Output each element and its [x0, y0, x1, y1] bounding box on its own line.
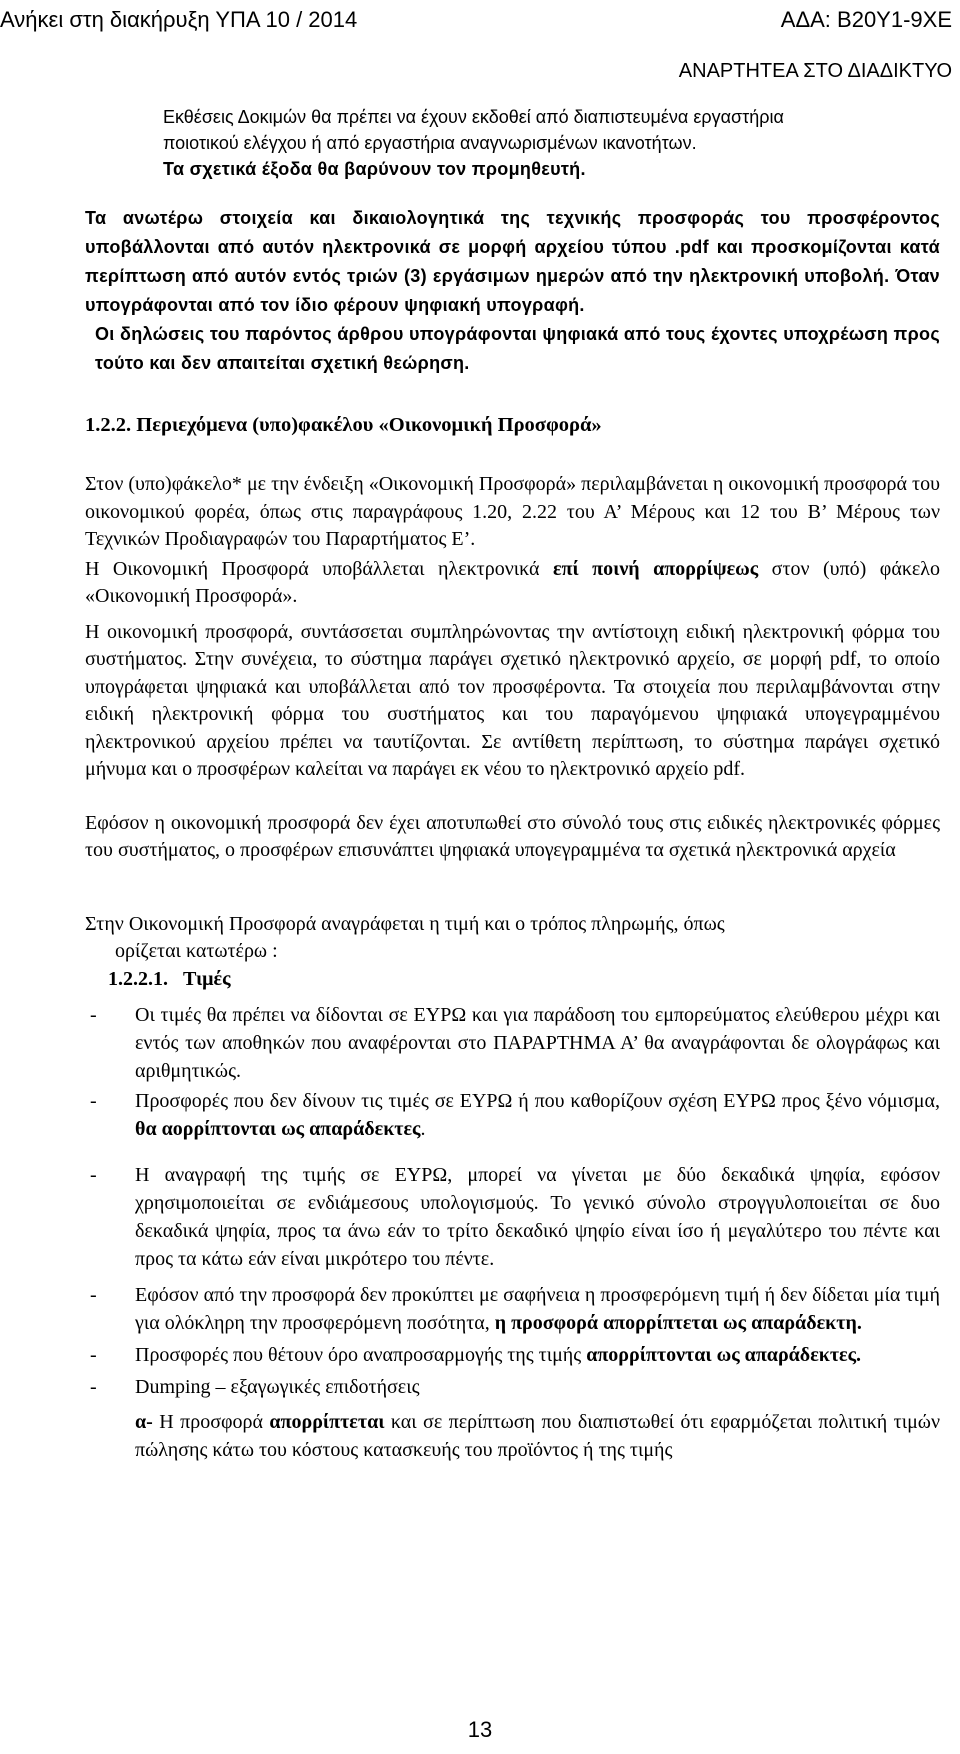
p2-bold-text: επί ποινή απορρίψεως [552, 557, 759, 580]
section-paragraph-3: Η οικονομική προσφορά, συντάσσεται συμπληρώνοντας την αντίστοιχη ειδική ηλεκτρονική φόρμα του συστήματος. Στην συνέχεια, το σύστημα παράγει σχετικό ηλεκτρονικό αρχείο, σε μορφή pdf, το οποίο υπογράφεται ψηφιακά και υποβάλλεται από τον προσφέροντα. Τα στοιχεία που περιλαμβάνονται στην ειδική ηλεκτρονική φόρμα του συστήματος και του παραγόμενου ψηφιακά υπογεγραμμένου ηλεκτρονικού αρχείου πρέπει να ταυτίζονται. Σε αντίθετη περίπτωση, το σύστημα παράγει σχετικό μήνυμα και ο προσφέρων καλείται να παράγει εκ νέου το ηλεκτρονικό αρχείο pdf. [85, 620, 940, 780]
p2-text: Η Οικονομική Προσφορά υποβάλλεται ηλεκτρονικά [85, 557, 540, 580]
list-item-bold: απορρίπτονται ως απαράδεκτες. [586, 1344, 862, 1366]
section-paragraph-1: Στον (υπο)φάκελο* με την ένδειξη «Οικονομική Προσφορά» περιλαμβάνεται η οικονομική προσφορά του οικονομικού φορέα, όπως στις παραγράφους 1.20, 2.22 του Α’ Μέρους και 12 του Β’ Μέρους των Τεχνικών Προδιαγραφών του Παραρτήματος Ε’. [85, 473, 940, 550]
alpha-text: Η προσφορά [159, 1411, 263, 1433]
list-item-text: Εφόσον από την προσφορά δεν προκύπτει με σαφήνεια η προσφερόμενη τιμή ή δεν δίδεται μία τιμή για ολόκληρη την προσφερόμενη ποσότητα, [135, 1284, 940, 1334]
alpha-text-cont: και σε περίπτωση που διαπιστωθεί ότι εφαρμόζεται πολιτική τιμών πώλησης κάτω του κόστους κατασκευής του προϊόντος ή της τιμής [135, 1411, 941, 1461]
declarations-paragraph: Οι δηλώσεις του παρόντος άρθρου υπογράφονται ψηφιακά από τους έχοντες υποχρέωση προς τούτο και δεν απαιτείται σχετική θεώρηση. [95, 324, 940, 373]
list-item-end: . [420, 1118, 426, 1140]
alpha-label: α- [135, 1411, 153, 1433]
list-item [85, 1373, 940, 1401]
list-item-text: Προσφορές που θέτουν όρο αναπροσαρμογής της τιμής [135, 1344, 582, 1366]
list-item-text: Οι τιμές θα πρέπει να δίδονται σε ΕΥΡΩ και για παράδοση του εμπορεύματος ελεύθερου μέχρι και εντός των αποθηκών που αναφέρονται στο ΠΑΡΑΡΤΗΜΑ Α’ θα αναγράφονται δε ολογράφως και αριθμητικώς. [135, 1004, 940, 1082]
list-item [85, 1341, 940, 1369]
list-item-text: Dumping – εξαγωγικές επιδοτήσεις [135, 1376, 420, 1398]
header-left-text: Ανήκει στη διακήρυξη ΥΠΑ 10 / 2014 [0, 7, 358, 32]
intro-costs-note: Τα σχετικά έξοδα θα βαρύνουν τον προμηθευτή. [163, 159, 586, 179]
section-paragraph-2 [85, 556, 940, 611]
section-paragraph-5: Στην Οικονομική Προσφορά αναγράφεται η τιμή και ο τρόπος πληρωμής, όπως [85, 912, 725, 935]
subsection-heading [85, 966, 950, 994]
submission-text-cont: και προσκομίζονται κατά περίπτωση από αυτόν εντός τριών (3) εργάσιμων ημερών από την ηλεκτρονική υποβολή. Όταν υπογράφονται από τον ίδιο φέρουν ψηφιακή υπογραφή. [85, 237, 940, 315]
subsection-title: Τιμές [183, 967, 231, 990]
section-paragraph-4: Εφόσον η οικονομική προσφορά δεν έχει αποτυπωθεί στο σύνολό τους στις ειδικές ηλεκτρονικές φόρμες του συστήματος, ο προσφέρων επισυνάπτει ψηφιακά υπογεγραμμένα τα σχετικά ηλεκτρονικά αρχεία [85, 811, 940, 861]
pdf-format: .pdf [674, 237, 709, 257]
p2-text-cont: στον (υπό) φάκελο «Οικονομική Προσφορά». [85, 557, 940, 607]
intro-line: Εκθέσεις Δοκιμών θα πρέπει να έχουν εκδοθεί από διαπιστευμένα εργαστήρια [163, 107, 784, 127]
intro-block [85, 104, 950, 182]
subsection-number: 1.2.2.1. [108, 967, 168, 990]
submission-text: Τα ανωτέρω στοιχεία και δικαιολογητικά της τεχνικής προσφοράς του προσφέροντος υποβάλλονται από αυτόν ηλεκτρονικά σε μορφή αρχείου τύπου [85, 208, 940, 257]
submission-paragraph [85, 204, 940, 320]
list-item [85, 1161, 940, 1273]
list-item [85, 1281, 940, 1337]
page-number: 13 [467, 1717, 493, 1742]
list-item [85, 1001, 940, 1085]
alpha-bold: απορρίπτεται [269, 1411, 385, 1433]
header-subtitle: ΑΝΑΡΤΗΤΕΑ ΣΤΟ ΔΙΑΔΙΚΤΥΟ [678, 60, 952, 82]
section-heading: 1.2.2. Περιεχόμενα (υπο)φακέλου «Οικονομική Προσφορά» [85, 414, 602, 436]
alpha-paragraph [85, 1409, 940, 1464]
list-item-bold: θα αορρίπτονται ως απαράδεκτες [135, 1118, 421, 1140]
document-body [85, 104, 950, 1464]
intro-line: ποιοτικού ελέγχου ή από εργαστήρια αναγνωρισμένων ικανοτήτων. [163, 133, 697, 153]
header-ada-code: ΑΔΑ: Β20Υ1-9ΧΕ [780, 7, 952, 32]
list-item-text: Προσφορές που δεν δίνουν τις τιμές σε ΕΥΡΩ ή που καθορίζουν σχέση ΕΥΡΩ προς ξένο νόμισμα, [135, 1090, 940, 1112]
list-item-text: Η αναγραφή της τιμής σε ΕΥΡΩ, μπορεί να γίνεται με δύο δεκαδικά ψηφία, εφόσον χρησιμοποιείται σε ενδιάμεσους υπολογισμούς. Το γενικό σύνολο στρογγυλοποιείται σε δυο δεκαδικά ψηφία, προς τα άνω εάν το τρίτο δεκαδικό ψηφίο είναι ίσο ή μεγαλύτερο του πέντε και προς τα κάτω εάν είναι μικρότερο του πέντε. [135, 1164, 940, 1270]
section-paragraph-5-cont: ορίζεται κατωτέρω : [115, 940, 278, 962]
price-rules-list [85, 1001, 940, 1401]
list-item-bold: η προσφορά απορρίπτεται ως απαράδεκτη. [494, 1312, 862, 1334]
list-item [85, 1087, 940, 1143]
